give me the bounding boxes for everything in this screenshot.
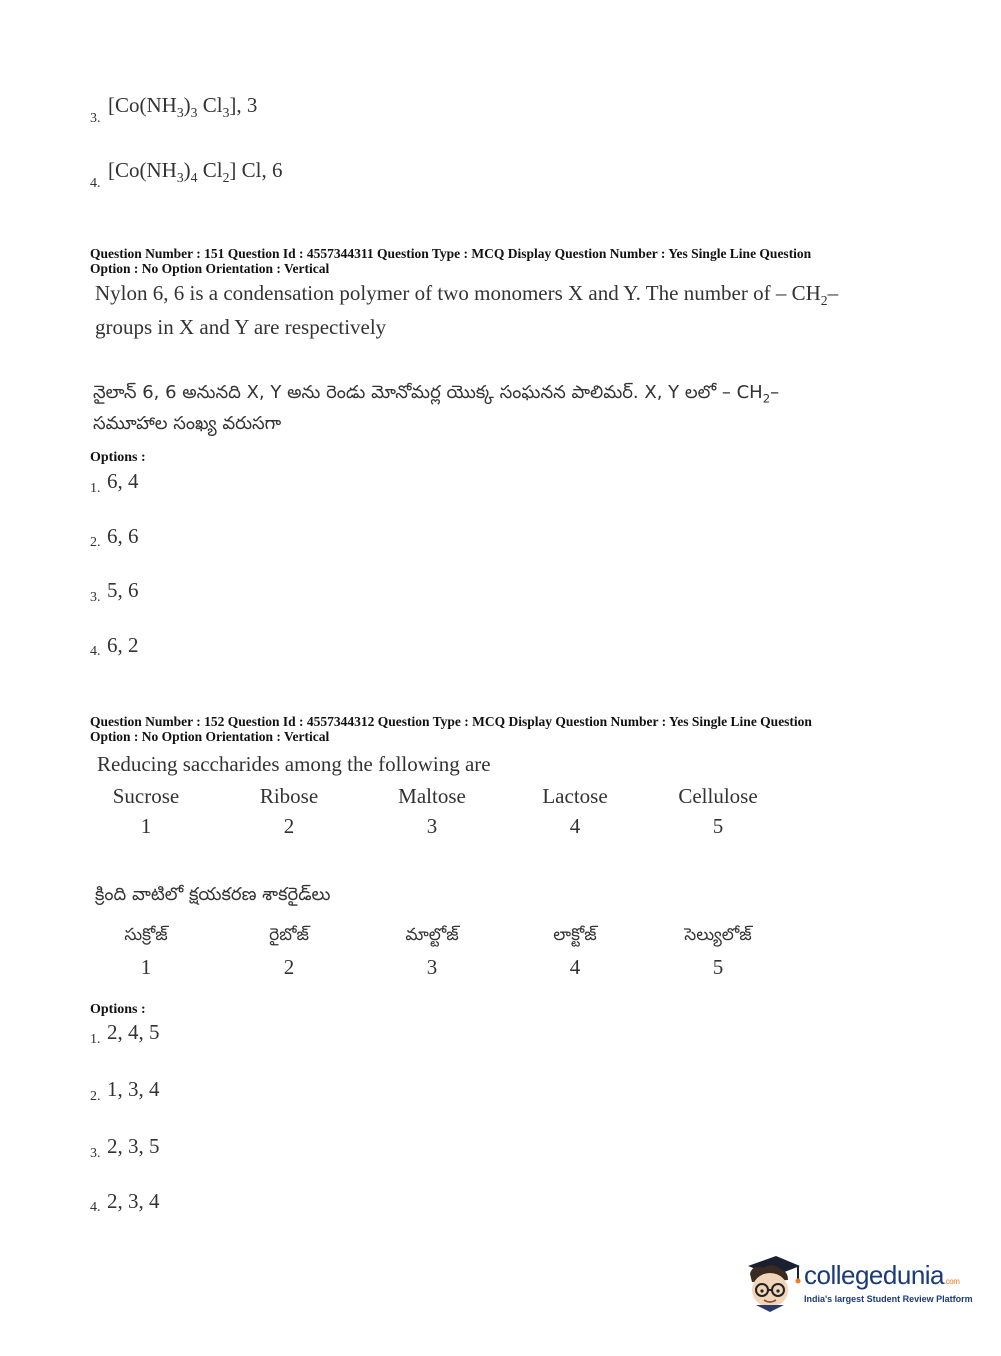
table-cell-name: లాక్టోజ్ bbox=[553, 925, 597, 945]
option-number: 1. bbox=[90, 1032, 101, 1047]
table-cell-number: 5 bbox=[712, 955, 724, 979]
option-text: 2, 3, 4 bbox=[107, 1189, 160, 1213]
logo-wordmark: collegedunia.com bbox=[804, 1260, 960, 1290]
table-cell-number: 3 bbox=[426, 955, 438, 979]
table-cell-number: 1 bbox=[140, 955, 152, 979]
question-text-line-2: groups in X and Y are respectively bbox=[95, 315, 387, 339]
table-cell-number: 5 bbox=[712, 814, 724, 838]
option-formula: [$Co(NH_3)_4$ $Cl_2$] Cl, 6 bbox=[108, 158, 283, 186]
option-number: 3. bbox=[90, 1146, 101, 1161]
logo-tagline: India's largest Student Review Platform bbox=[804, 1294, 973, 1304]
option-number: 4. bbox=[90, 1200, 101, 1215]
option-number: 4. bbox=[90, 176, 101, 191]
options-label: Options : bbox=[90, 1002, 146, 1017]
question-meta bbox=[90, 714, 910, 744]
question-meta bbox=[90, 246, 910, 276]
table-cell-name: Cellulose bbox=[678, 784, 758, 808]
meta-line-2: Option : No Option Orientation : Vertical bbox=[90, 729, 330, 744]
collegedunia-logo bbox=[742, 1250, 972, 1312]
table-cell-name: Maltose bbox=[398, 784, 466, 808]
option-number: 4. bbox=[90, 644, 101, 659]
option-number: 2. bbox=[90, 535, 101, 550]
options-label: Options : bbox=[90, 450, 146, 465]
option-text: 6, 2 bbox=[107, 633, 139, 657]
option-number: 1. bbox=[90, 481, 101, 496]
telugu-text-line-1: నైలాన్ 6, 6 అనునది X, Y అను రెండు మోనోమర్ల యొక్క సంఘనన పాలిమర్. X, Y లలో – $CH_2-$ bbox=[93, 382, 780, 406]
option-text: 2, 4, 5 bbox=[107, 1020, 160, 1044]
mascot-icon bbox=[742, 1250, 802, 1312]
telugu-question-text: క్రింది వాటిలో క్షయకరణ శాకరైడ్‌లు bbox=[95, 884, 331, 905]
table-cell-number: 1 bbox=[140, 814, 152, 838]
option-number: 2. bbox=[90, 1089, 101, 1104]
table-cell-name: Ribose bbox=[259, 784, 319, 808]
question-text: Reducing saccharides among the following are bbox=[97, 752, 491, 776]
option-text: 5, 6 bbox=[107, 578, 139, 602]
table-cell-number: 2 bbox=[283, 955, 295, 979]
question-text-line-1: Nylon 6, 6 is a condensation polymer of two monomers X and Y. The number of – $CH_2-$ bbox=[95, 281, 839, 309]
table-cell-name: సుక్రోజ్ bbox=[124, 925, 168, 945]
table-cell-number: 4 bbox=[569, 814, 581, 838]
table-cell-number: 2 bbox=[283, 814, 295, 838]
option-text: 1, 3, 4 bbox=[107, 1077, 160, 1101]
meta-line-1: Question Number : 151 Question Id : 4557344311 Question Type : MCQ Display Question Number : Yes Single Line Question bbox=[90, 246, 812, 261]
table-cell-number: 3 bbox=[426, 814, 438, 838]
telugu-text-line-2: సమూహాల సంఖ్య వరుసగా bbox=[93, 413, 282, 434]
table-cell-name: Lactose bbox=[542, 784, 608, 808]
option-number: 3. bbox=[90, 111, 101, 126]
table-cell-name: మాల్టోజ్ bbox=[405, 925, 459, 945]
table-cell-number: 4 bbox=[569, 955, 581, 979]
table-cell-name: రైబోజ్ bbox=[269, 925, 309, 945]
option-text: 6, 6 bbox=[107, 524, 139, 548]
table-cell-name: సెల్యులోజ్ bbox=[684, 925, 752, 945]
table-cell-name: Sucrose bbox=[112, 784, 180, 808]
meta-line-2: Option : No Option Orientation : Vertical bbox=[90, 261, 330, 276]
option-formula: [$Co(NH_3)_3$ $Cl_3$], 3 bbox=[108, 93, 258, 121]
option-text: 6, 4 bbox=[107, 469, 139, 493]
meta-line-1: Question Number : 152 Question Id : 4557344312 Question Type : MCQ Display Question Number : Yes Single Line Question bbox=[90, 714, 812, 729]
option-number: 3. bbox=[90, 590, 101, 605]
option-text: 2, 3, 5 bbox=[107, 1134, 160, 1158]
